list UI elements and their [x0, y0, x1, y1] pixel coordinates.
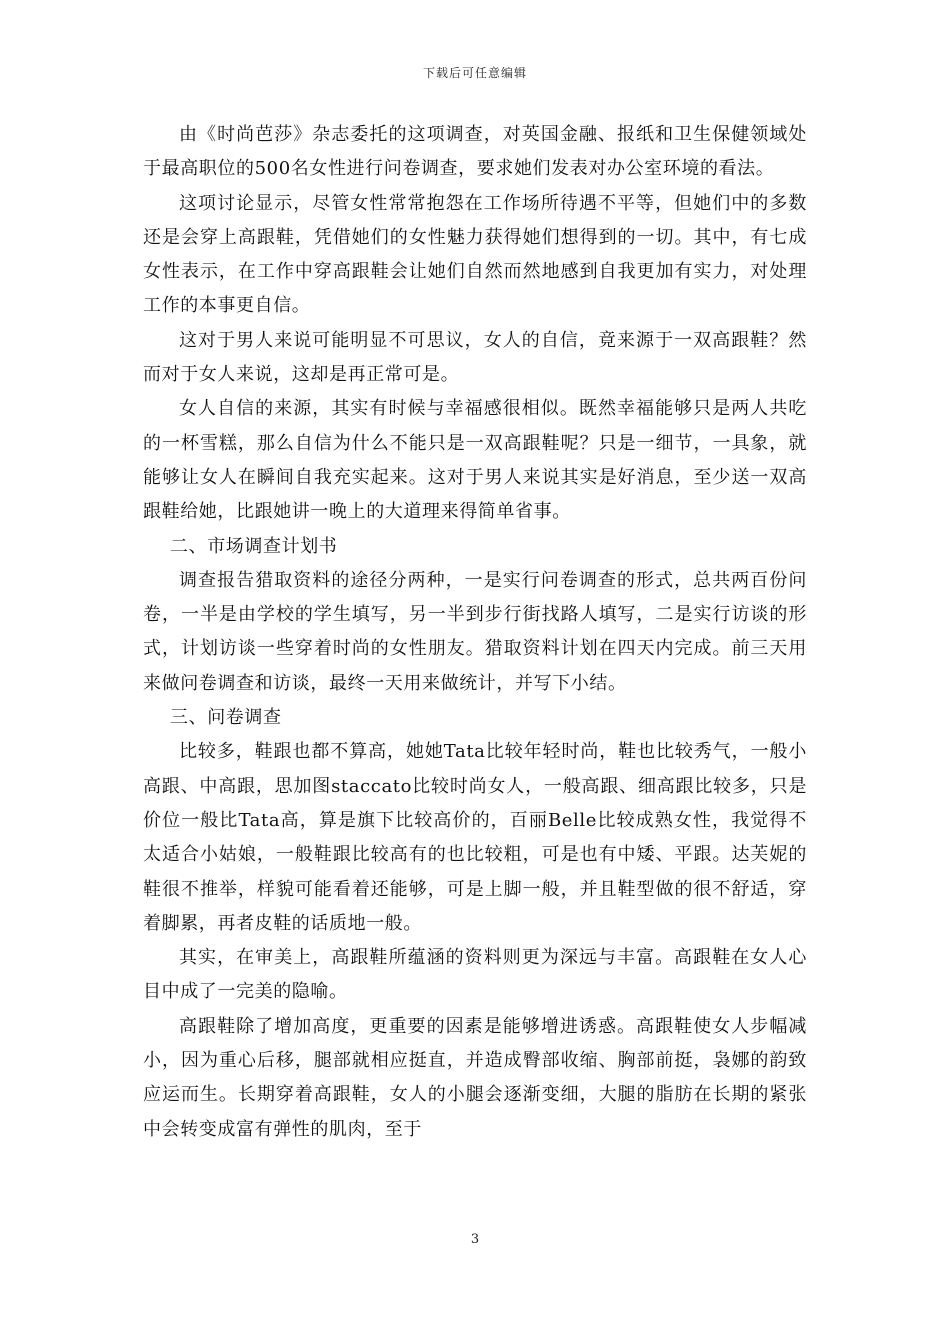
paragraph-brands: 比较多，鞋跟也都不算高，她她Tata比较年轻时尚，鞋也比较秀气，一般小高跟、中高跟，思加图staccato比较时尚女人，一般高跟、细高跟比较多，只是价位一般比Tata高，算是旗下比较高价的，百丽Belle比较成熟女性，我觉得不太适合小姑娘，一般鞋跟比较高有的也比较粗，可是也有中矮、平跟。达芙妮的鞋很不推举，样貌可能看着还能够，可是上脚一般，并且鞋型做的很不舒适，穿着脚累，再者皮鞋的话质地一般。	[143, 741, 807, 934]
page-number: 3	[470, 1232, 480, 1247]
paragraph-aesthetics: 其实，在审美上，高跟鞋所蕴涵的资料则更为深远与丰富。高跟鞋在女人心目中成了一完美的隐喻。	[143, 947, 807, 1003]
paragraph-confidence: 女人自信的来源，其实有时候与幸福感很相似。既然幸福能够只是两人共吃的一杯雪糕，那么自信为什么不能只是一双高跟鞋呢？只是一细节，一具象，就能够让女人在瞬间自我充实起来。这对于男人来说其实是好消息，至少送一双高跟鞋给她，比跟她讲一晚上的大道理来得简单省事。	[143, 398, 807, 523]
section-heading-questionnaire: 三、问卷调查	[170, 707, 282, 729]
paragraph-allure: 高跟鞋除了增加高度，更重要的因素是能够增进诱惑。高跟鞋使女人步幅减小，因为重心后移，腿部就相应挺直，并造成臀部收缩、胸部前挺，袅娜的韵致应运而生。长期穿着高跟鞋，女人的小腿会逐渐变细，大腿的脂肪在长期的紧张中会转变成富有弹性的肌肉，至于	[143, 1015, 807, 1140]
document-body	[143, 118, 807, 1147]
section-heading-plan: 二、市场调查计划书	[170, 535, 338, 557]
paragraph-discussion: 这项讨论显示，尽管女性常常抱怨在工作场所待遇不平等，但她们中的多数还是会穿上高跟鞋，凭借她们的女性魅力获得她们想得到的一切。其中，有七成女性表示，在工作中穿高跟鞋会让她们自然而然地感到自我更加有实力，对处理工作的本事更自信。	[143, 192, 807, 317]
page-header: 下载后可任意编辑	[422, 66, 527, 80]
paragraph-plan: 调查报告猎取资料的途径分两种，一是实行问卷调查的形式，总共两百份问卷，一半是由学校的学生填写，另一半到步行街找路人填写，二是实行访谈的形式，计划访谈一些穿着时尚的女性朋友。猎取资料计划在四天内完成。前三天用来做问卷调查和访谈，最终一天用来做统计，并写下小结。	[143, 569, 807, 694]
paragraph-survey-intro: 由《时尚芭莎》杂志委托的这项调查，对英国金融、报纸和卫生保健领域处于最高职位的500名女性进行问卷调查，要求她们发表对办公室环境的看法。	[143, 124, 807, 180]
paragraph-men-view: 这对于男人来说可能明显不可思议，女人的自信，竟来源于一双高跟鞋？然而对于女人来说，这却是再正常可是。	[143, 329, 807, 386]
